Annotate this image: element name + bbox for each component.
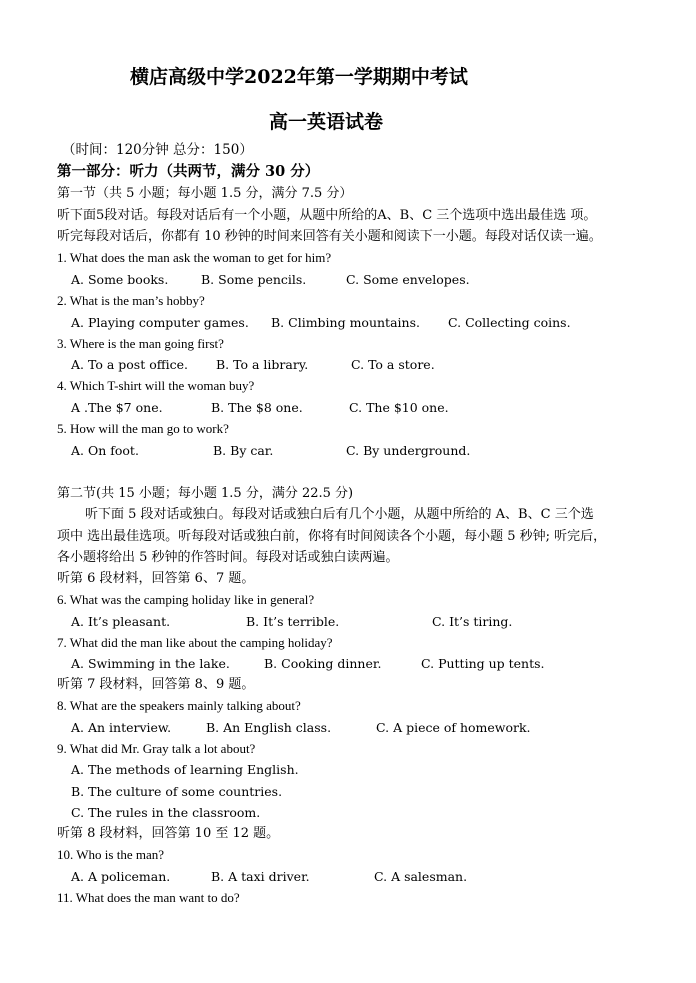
q5-option-b: B. By car. [213,443,274,458]
question-2: 2. What is the man’s hobby? [57,293,205,308]
q5-option-a: A. On foot. [71,443,139,458]
q6-option-b: B. It’s terrible. [246,614,340,629]
q4-option-a: A .The $7 one. [71,400,163,415]
q7-option-a: A. Swimming in the lake. [71,656,230,671]
question-11: 11. What does the man want to do? [57,890,240,905]
section1-heading: 第一节（共 5 小题；每小题 1.5 分，满分 7.5 分） [57,186,353,201]
part1-heading: 第一部分：听力（共两节，满分 30 分） [57,163,320,180]
section1-instruction-1: 听下面5段对话。每段对话后有一个小题，从题中所给的A、B、C 三个选项中选出最佳选 项。 [57,208,597,223]
q8-option-a: A. An interview. [71,720,172,735]
q10-option-a: A. A policeman. [71,869,171,884]
material-6-instruction: 听第 6 段材料，回答第 6、7 题。 [57,571,255,586]
question-1: 1. What does the man ask the woman to get for him? [57,250,332,265]
section2-instruction-3: 各小题将给出 5 秒钟的作答时间。每段对话或独白读两遍。 [57,550,399,565]
section1-instruction-2: 听完每段对话后，你都有 10 秒钟的时间来回答有关小题和阅读下一小题。每段对话仅读一遍。 [57,229,602,244]
q4-option-c: C. The $10 one. [349,400,449,415]
question-6: 6. What was the camping holiday like in general? [57,592,315,607]
q1-option-b: B. Some pencils. [201,272,307,287]
q8-option-c: C. A piece of homework. [376,720,531,735]
section2-instruction-1: 听下面 5 段对话或独白。每段对话或独白后有几个小题，从题中所给的 A、B、C 三个选 [85,507,594,522]
q7-option-c: C. Putting up tents. [421,656,545,671]
q2-option-c: C. Collecting coins. [448,315,571,330]
q3-option-a: A. To a post office. [71,357,188,372]
section2-heading: 第二节(共 15 小题；每小题 1.5 分，满分 22.5 分) [57,486,354,501]
q6-option-c: C. It’s tiring. [432,614,513,629]
q1-option-a: A. Some books. [71,272,169,287]
question-9: 9. What did Mr. Gray talk a lot about? [57,741,256,756]
q8-option-b: B. An English class. [206,720,332,735]
question-3: 3. Where is the man going first? [57,336,224,351]
question-4: 4. Which T-shirt will the woman buy? [57,378,255,393]
question-7: 7. What did the man like about the camping holiday? [57,635,333,650]
q3-option-c: C. To a store. [351,357,435,372]
question-10: 10. Who is the man? [57,847,164,862]
q10-option-b: B. A taxi driver. [211,869,310,884]
q2-option-b: B. Climbing mountains. [271,315,420,330]
q1-option-c: C. Some envelopes. [346,272,470,287]
material-7-instruction: 听第 7 段材料，回答第 8、9 题。 [57,677,255,692]
q5-option-c: C. By underground. [346,443,471,458]
material-8-instruction: 听第 8 段材料，回答第 10 至 12 题。 [57,826,280,841]
exam-subtitle: 高一英语试卷 [269,111,384,133]
q10-option-c: C. A salesman. [374,869,468,884]
question-8: 8. What are the speakers mainly talking about? [57,698,301,713]
q4-option-b: B. The $8 one. [211,400,303,415]
exam-title: 横店高级中学2022年第一学期期中考试 [130,66,468,88]
q7-option-b: B. Cooking dinner. [264,656,382,671]
q6-option-a: A. It’s pleasant. [71,614,171,629]
q9-option-a: A. The methods of learning English. [71,762,299,777]
section2-instruction-2: 项中 选出最佳选项。听每段对话或独白前，你将有时间阅读各个小题，每小题 5 秒钟; 听完后， [57,529,607,544]
q9-option-c: C. The rules in the classroom. [71,805,261,820]
question-5: 5. How will the man go to work? [57,421,229,436]
q2-option-a: A. Playing computer games. [71,315,249,330]
q3-option-b: B. To a library. [216,357,309,372]
q9-option-b: B. The culture of some countries. [71,784,283,799]
time-info: （时间：120分钟 总分：150） [62,142,253,158]
